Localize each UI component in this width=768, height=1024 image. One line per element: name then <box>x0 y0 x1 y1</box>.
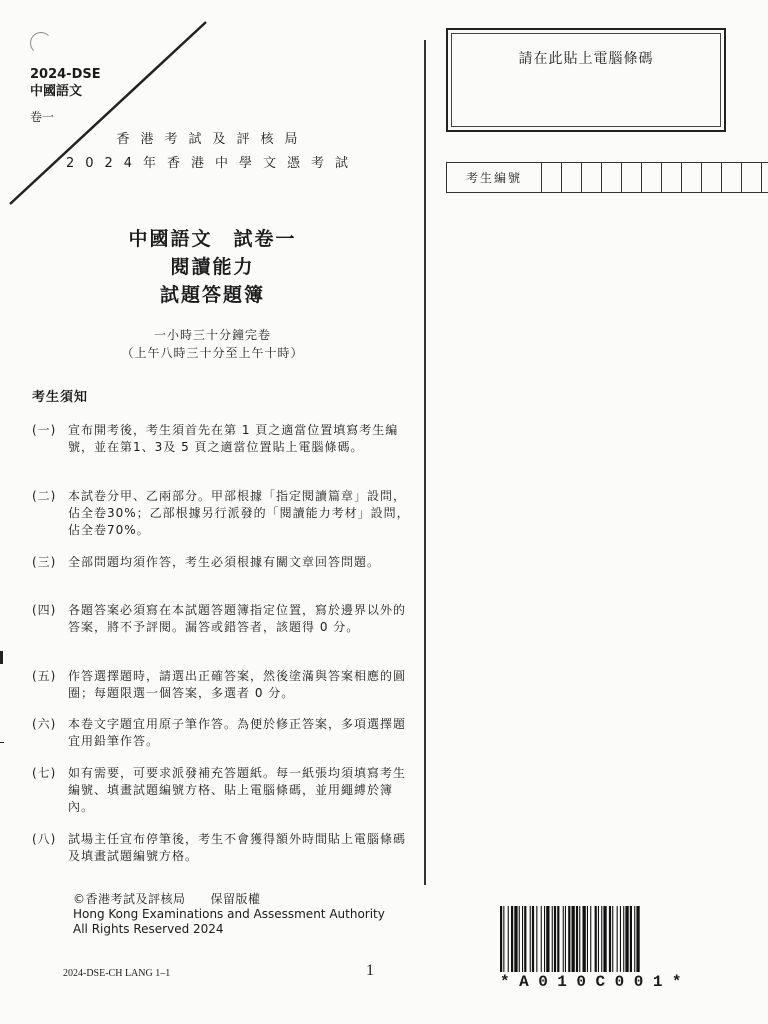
margin-tick <box>0 742 4 743</box>
candidate-number-cell[interactable] <box>762 163 768 192</box>
candidate-number-cell[interactable] <box>682 163 702 192</box>
exam-name: 2024年香港中學文憑考試 <box>65 156 360 171</box>
exam-year-code: 2024-DSE <box>30 67 101 82</box>
duration: 一小時三十分鐘完卷 <box>153 328 271 342</box>
paper-number: 卷一 <box>30 110 55 124</box>
candidate-number-label: 考生編號 <box>447 163 542 192</box>
barcode-text: *A010C001* <box>500 973 692 991</box>
candidate-number-cell[interactable] <box>642 163 662 192</box>
candidate-number-cell[interactable] <box>542 163 562 192</box>
copyright-en-line2: All Rights Reserved 2024 <box>73 922 224 936</box>
candidate-number-cell[interactable] <box>722 163 742 192</box>
instruction-item: (八) 試場主任宣布停筆後，考生不會獲得額外時間貼上電腦條碼及填畫試題編號方格。 <box>32 832 407 863</box>
paper-subtitle: 閱讀能力 <box>170 256 255 278</box>
instruction-item: (六) 本卷文字題宜用原子筆作答。為便於修正答案，多項選擇題宜用鉛筆作答。 <box>32 717 407 748</box>
barcode-label-text: 請在此貼上電腦條碼 <box>518 51 654 67</box>
candidate-number-cell[interactable] <box>562 163 582 192</box>
instruction-item: (三) 全部問題均須作答，考生必須根據有關文章回答問題。 <box>32 555 381 569</box>
paper-code: 2024-DSE-CH LANG 1–1 <box>63 968 171 979</box>
instruction-item: (一) 宣布開考後，考生須首先在第 1 頁之適當位置填寫考生編號，並在第1、3及 5 頁之適當位置貼上電腦條碼。 <box>32 423 399 454</box>
instruction-item: (五) 作答選擇題時，請選出正確答案，然後塗滿與答案相應的圓圈；每題限選一個答案，多選者 0 分。 <box>32 669 407 700</box>
booklet-title: 試題答題簿 <box>159 284 265 306</box>
exam-time: （上午八時三十分至上午十時） <box>121 346 304 360</box>
page-divider <box>424 40 426 885</box>
barcode-label-box[interactable] <box>446 28 726 132</box>
subject-name: 中國語文 <box>30 84 83 99</box>
copyright-block <box>73 892 385 937</box>
org-name: 香港考試及評核局 <box>116 132 309 147</box>
paper-title: 中國語文 試卷一 <box>128 228 297 250</box>
instruction-item: (四) 各題答案必須寫在本試題答題簿指定位置，寫於邊界以外的答案，將不予評閱。漏答或錯答者，該題得 0 分。 <box>32 603 407 634</box>
exam-code-block <box>30 66 101 100</box>
candidate-number-cell[interactable] <box>742 163 762 192</box>
instructions-heading: 考生須知 <box>32 390 89 405</box>
instruction-item: (七) 如有需要，可要求派發補充答題紙。每一紙張均須填寫考生編號、填畫試題編號方格、貼上電腦條碼，並用繩縛於簿內。 <box>32 766 407 814</box>
copyright-en-line1: Hong Kong Examinations and Assessment Authority <box>73 907 385 921</box>
candidate-number-cell[interactable] <box>622 163 642 192</box>
barcode-image <box>500 906 728 972</box>
candidate-number-cell[interactable] <box>702 163 722 192</box>
candidate-number-cell[interactable] <box>582 163 602 192</box>
copyright-zh: ©香港考試及評核局 保留版權 <box>73 892 261 906</box>
instruction-item: (二) 本試卷分甲、乙兩部分。甲部根據「指定閱讀篇章」設問，佔全卷30%；乙部根據另行派發的「閱讀能力考材」設問，佔全卷70%。 <box>32 489 410 537</box>
margin-mark <box>0 651 3 664</box>
candidate-number-grid <box>446 162 768 193</box>
candidate-number-cell[interactable] <box>602 163 622 192</box>
page-number: 1 <box>366 962 374 979</box>
candidate-number-cell[interactable] <box>662 163 682 192</box>
